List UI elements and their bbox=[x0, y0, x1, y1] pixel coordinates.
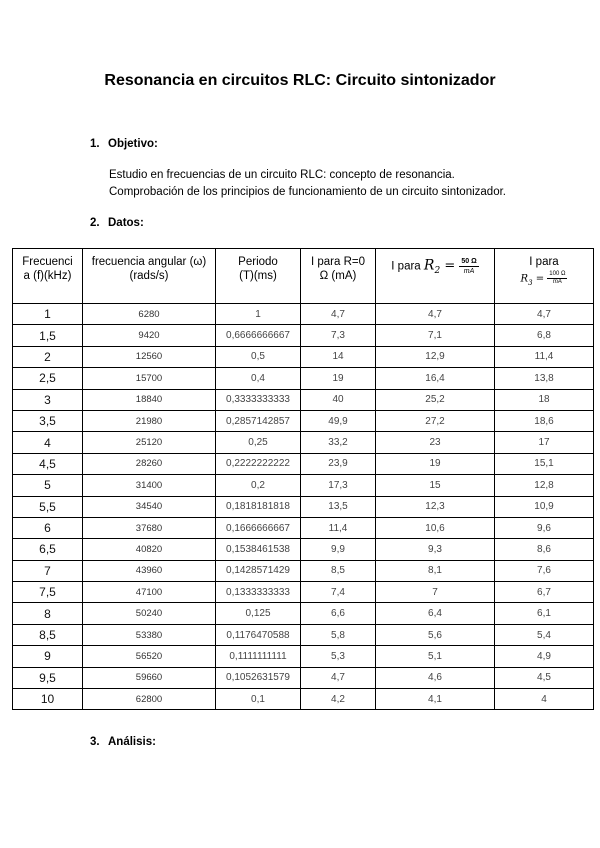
table-cell: 15700 bbox=[83, 368, 216, 389]
data-table bbox=[12, 248, 594, 710]
header-text: frecuencia angular (ω) bbox=[91, 256, 207, 268]
table-row bbox=[13, 453, 594, 474]
table-cell: 34540 bbox=[83, 496, 216, 517]
table-cell: 5,3 bbox=[301, 646, 376, 667]
table-cell: 62800 bbox=[83, 689, 216, 710]
table-cell: 12,8 bbox=[495, 475, 594, 496]
table-cell: 0,125 bbox=[216, 603, 301, 624]
table-cell: 7,3 bbox=[301, 325, 376, 346]
table-cell: 0,2857142857 bbox=[216, 410, 301, 431]
table-cell: 16,4 bbox=[376, 368, 495, 389]
table-cell: 43960 bbox=[83, 560, 216, 581]
header-math-line bbox=[495, 271, 593, 290]
table-cell: 6,7 bbox=[495, 582, 594, 603]
table-cell: 0,3333333333 bbox=[216, 389, 301, 410]
section-number: 3. bbox=[90, 736, 100, 748]
table-row bbox=[13, 667, 594, 688]
table-row bbox=[13, 603, 594, 624]
table-cell: 12560 bbox=[83, 346, 216, 367]
table-cell: 19 bbox=[376, 453, 495, 474]
table-cell: 13,5 bbox=[301, 496, 376, 517]
table-cell: 7,6 bbox=[495, 560, 594, 581]
table-row bbox=[13, 646, 594, 667]
header-text: Periodo bbox=[238, 256, 278, 268]
table-cell: 5,8 bbox=[301, 624, 376, 645]
table-cell: 6,8 bbox=[495, 325, 594, 346]
table-cell: 28260 bbox=[83, 453, 216, 474]
table-cell: 7,1 bbox=[376, 325, 495, 346]
table-body bbox=[13, 304, 594, 710]
table-cell: 0,4 bbox=[216, 368, 301, 389]
table-cell: 15,1 bbox=[495, 453, 594, 474]
header-text: I para bbox=[529, 256, 559, 268]
table-cell: 59660 bbox=[83, 667, 216, 688]
table-cell: 4,5 bbox=[13, 453, 83, 474]
table-cell: 10 bbox=[13, 689, 83, 710]
table-header-row bbox=[13, 249, 594, 304]
table-cell: 18840 bbox=[83, 389, 216, 410]
table-cell: 49,9 bbox=[301, 410, 376, 431]
table-cell: 4 bbox=[13, 432, 83, 453]
table-row bbox=[13, 517, 594, 538]
fraction-denominator: mA bbox=[463, 268, 475, 275]
table-cell: 8 bbox=[13, 603, 83, 624]
section-label: Objetivo: bbox=[108, 138, 158, 150]
table-cell: 13,8 bbox=[495, 368, 594, 389]
table-cell: 6,1 bbox=[495, 603, 594, 624]
table-cell: 23,9 bbox=[301, 453, 376, 474]
table-cell: 5,4 bbox=[495, 624, 594, 645]
table-cell: 10,6 bbox=[376, 517, 495, 538]
section-label: Análisis: bbox=[108, 736, 156, 748]
header-text: Frecuenci bbox=[22, 256, 73, 268]
math-fraction bbox=[459, 257, 478, 276]
table-cell: 14 bbox=[301, 346, 376, 367]
table-cell: 23 bbox=[376, 432, 495, 453]
table-cell: 50240 bbox=[83, 603, 216, 624]
header-i-r2 bbox=[376, 249, 495, 304]
table-cell: 25,2 bbox=[376, 389, 495, 410]
table-cell: 21980 bbox=[83, 410, 216, 431]
table-row bbox=[13, 389, 594, 410]
table-cell: 9420 bbox=[83, 325, 216, 346]
table-cell: 2,5 bbox=[13, 368, 83, 389]
math-fraction bbox=[547, 271, 567, 286]
table-cell: 8,1 bbox=[376, 560, 495, 581]
table-row bbox=[13, 539, 594, 560]
table-cell: 1 bbox=[13, 304, 83, 325]
table-cell: 0,1428571429 bbox=[216, 560, 301, 581]
math-variable: R bbox=[423, 257, 435, 274]
table-cell: 8,5 bbox=[13, 624, 83, 645]
header-i-r0 bbox=[301, 249, 376, 304]
header-text: (rads/s) bbox=[129, 270, 169, 282]
table-cell: 0,2 bbox=[216, 475, 301, 496]
section-heading-objetivo bbox=[90, 138, 158, 150]
table-cell: 6280 bbox=[83, 304, 216, 325]
math-equals: = bbox=[532, 273, 548, 285]
table-cell: 3 bbox=[13, 389, 83, 410]
math-subscript: 3 bbox=[528, 278, 533, 287]
table-row bbox=[13, 410, 594, 431]
section-heading-analisis bbox=[90, 736, 156, 748]
table-cell: 31400 bbox=[83, 475, 216, 496]
table-cell: 9,9 bbox=[301, 539, 376, 560]
table-cell: 9 bbox=[13, 646, 83, 667]
table-cell: 4,5 bbox=[495, 667, 594, 688]
table-cell: 12,9 bbox=[376, 346, 495, 367]
table-cell: 6,4 bbox=[376, 603, 495, 624]
header-frecuencia bbox=[13, 249, 83, 304]
table-cell: 8,6 bbox=[495, 539, 594, 560]
table-cell: 53380 bbox=[83, 624, 216, 645]
table-cell: 56520 bbox=[83, 646, 216, 667]
table-cell: 9,5 bbox=[13, 667, 83, 688]
table-cell: 4,1 bbox=[376, 689, 495, 710]
section-label: Datos: bbox=[108, 217, 144, 229]
table-cell: 0,1052631579 bbox=[216, 667, 301, 688]
section-heading-datos bbox=[90, 217, 144, 229]
table-cell: 5,6 bbox=[376, 624, 495, 645]
table-row bbox=[13, 475, 594, 496]
table-row bbox=[13, 689, 594, 710]
math-subscript: 2 bbox=[434, 265, 441, 276]
table-cell: 2 bbox=[13, 346, 83, 367]
table-cell: 8,5 bbox=[301, 560, 376, 581]
table-cell: 12,3 bbox=[376, 496, 495, 517]
header-i-r3 bbox=[495, 249, 594, 304]
table-cell: 4,7 bbox=[301, 667, 376, 688]
table-cell: 18,6 bbox=[495, 410, 594, 431]
table-cell: 33,2 bbox=[301, 432, 376, 453]
math-variable: R bbox=[520, 273, 529, 285]
table-cell: 4,2 bbox=[301, 689, 376, 710]
header-text: a (f)(kHz) bbox=[23, 270, 72, 282]
table-cell: 6,6 bbox=[301, 603, 376, 624]
table-cell: 4,7 bbox=[376, 304, 495, 325]
table-cell: 1,5 bbox=[13, 325, 83, 346]
table-cell: 18 bbox=[495, 389, 594, 410]
fraction-numerator: 100 Ω bbox=[549, 271, 566, 277]
header-frecuencia-angular bbox=[83, 249, 216, 304]
table-cell: 0,1818181818 bbox=[216, 496, 301, 517]
table-cell: 25120 bbox=[83, 432, 216, 453]
table-cell: 9,3 bbox=[376, 539, 495, 560]
table-cell: 5,5 bbox=[13, 496, 83, 517]
table-row bbox=[13, 304, 594, 325]
table-cell: 0,25 bbox=[216, 432, 301, 453]
table-cell: 4 bbox=[495, 689, 594, 710]
table-cell: 11,4 bbox=[301, 517, 376, 538]
table-cell: 9,6 bbox=[495, 517, 594, 538]
objetivo-line: Estudio en frecuencias de un circuito RLC: concepto de resonancia. bbox=[109, 169, 455, 181]
table-row bbox=[13, 582, 594, 603]
table-cell: 4,7 bbox=[495, 304, 594, 325]
header-text: I para R=0 bbox=[310, 256, 366, 268]
section-number: 1. bbox=[90, 138, 100, 150]
table-cell: 0,1176470588 bbox=[216, 624, 301, 645]
header-text: Ω (mA) bbox=[319, 270, 357, 282]
math-equals: = bbox=[440, 258, 460, 274]
table-cell: 4,6 bbox=[376, 667, 495, 688]
table-cell: 19 bbox=[301, 368, 376, 389]
fraction-numerator: 50 Ω bbox=[461, 258, 477, 265]
table-cell: 0,6666666667 bbox=[216, 325, 301, 346]
table-cell: 5 bbox=[13, 475, 83, 496]
table-cell: 7,5 bbox=[13, 582, 83, 603]
table-row bbox=[13, 368, 594, 389]
table-cell: 15 bbox=[376, 475, 495, 496]
header-text: (T)(ms) bbox=[239, 270, 277, 282]
table-cell: 5,1 bbox=[376, 646, 495, 667]
table-row bbox=[13, 346, 594, 367]
table-cell: 7 bbox=[376, 582, 495, 603]
table-row bbox=[13, 560, 594, 581]
table-cell: 6 bbox=[13, 517, 83, 538]
table-row bbox=[13, 432, 594, 453]
table-cell: 0,1 bbox=[216, 689, 301, 710]
table-cell: 4,9 bbox=[495, 646, 594, 667]
table-cell: 11,4 bbox=[495, 346, 594, 367]
table-cell: 0,2222222222 bbox=[216, 453, 301, 474]
table-cell: 37680 bbox=[83, 517, 216, 538]
table-cell: 0,1111111111 bbox=[216, 646, 301, 667]
table-cell: 0,5 bbox=[216, 346, 301, 367]
table-cell: 40820 bbox=[83, 539, 216, 560]
table-cell: 0,1666666667 bbox=[216, 517, 301, 538]
table-cell: 7 bbox=[13, 560, 83, 581]
table-cell: 40 bbox=[301, 389, 376, 410]
fraction-denominator: mA bbox=[552, 279, 562, 285]
table-row bbox=[13, 624, 594, 645]
objetivo-line: Comprobación de los principios de funcionamiento de un circuito sintonizador. bbox=[109, 186, 506, 198]
table-cell: 10,9 bbox=[495, 496, 594, 517]
table-cell: 7,4 bbox=[301, 582, 376, 603]
table-cell: 0,1333333333 bbox=[216, 582, 301, 603]
table-cell: 47100 bbox=[83, 582, 216, 603]
table-row bbox=[13, 496, 594, 517]
section-number: 2. bbox=[90, 217, 100, 229]
table-cell: 3,5 bbox=[13, 410, 83, 431]
table-cell: 6,5 bbox=[13, 539, 83, 560]
table-cell: 4,7 bbox=[301, 304, 376, 325]
header-periodo bbox=[216, 249, 301, 304]
table-row bbox=[13, 325, 594, 346]
table-cell: 27,2 bbox=[376, 410, 495, 431]
table-cell: 1 bbox=[216, 304, 301, 325]
table-cell: 0,1538461538 bbox=[216, 539, 301, 560]
table-cell: 17 bbox=[495, 432, 594, 453]
page-title: Resonancia en circuitos RLC: Circuito sintonizador bbox=[104, 72, 496, 89]
objetivo-paragraph bbox=[109, 167, 506, 201]
header-text: I para bbox=[391, 260, 424, 273]
table-cell: 17,3 bbox=[301, 475, 376, 496]
